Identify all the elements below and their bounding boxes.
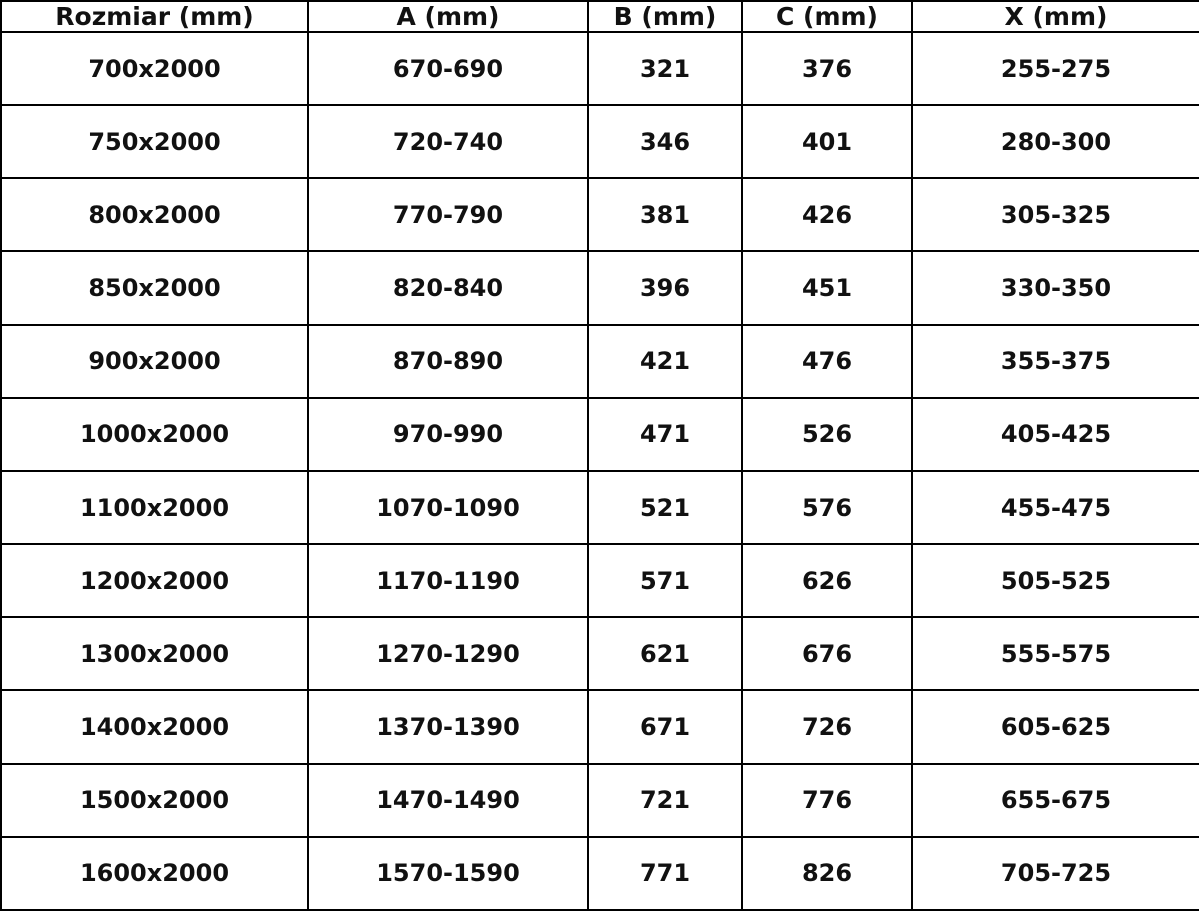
table-header-row — [1, 1, 1199, 32]
column-header-c: C (mm) — [742, 1, 912, 32]
cell-a: 870-890 — [308, 325, 588, 398]
cell-size: 700x2000 — [1, 32, 308, 105]
cell-a: 720-740 — [308, 105, 588, 178]
column-header-a: A (mm) — [308, 1, 588, 32]
table-row — [1, 690, 1199, 763]
cell-c: 776 — [742, 764, 912, 837]
column-header-size: Rozmiar (mm) — [1, 1, 308, 32]
cell-b: 621 — [588, 617, 742, 690]
cell-c: 426 — [742, 178, 912, 251]
cell-x: 305-325 — [912, 178, 1199, 251]
cell-a: 1270-1290 — [308, 617, 588, 690]
cell-a: 670-690 — [308, 32, 588, 105]
cell-b: 381 — [588, 178, 742, 251]
cell-size: 750x2000 — [1, 105, 308, 178]
cell-size: 1300x2000 — [1, 617, 308, 690]
cell-x: 505-525 — [912, 544, 1199, 617]
table-row — [1, 325, 1199, 398]
cell-x: 705-725 — [912, 837, 1199, 910]
cell-x: 605-625 — [912, 690, 1199, 763]
cell-size: 1200x2000 — [1, 544, 308, 617]
cell-c: 576 — [742, 471, 912, 544]
cell-size: 1600x2000 — [1, 837, 308, 910]
table-row — [1, 544, 1199, 617]
cell-b: 346 — [588, 105, 742, 178]
cell-c: 626 — [742, 544, 912, 617]
table-row — [1, 837, 1199, 910]
cell-x: 455-475 — [912, 471, 1199, 544]
cell-c: 451 — [742, 251, 912, 324]
cell-c: 376 — [742, 32, 912, 105]
cell-a: 1570-1590 — [308, 837, 588, 910]
cell-b: 521 — [588, 471, 742, 544]
cell-c: 726 — [742, 690, 912, 763]
cell-a: 820-840 — [308, 251, 588, 324]
column-header-x: X (mm) — [912, 1, 1199, 32]
cell-b: 771 — [588, 837, 742, 910]
cell-a: 1470-1490 — [308, 764, 588, 837]
cell-b: 471 — [588, 398, 742, 471]
cell-c: 476 — [742, 325, 912, 398]
cell-size: 900x2000 — [1, 325, 308, 398]
cell-x: 405-425 — [912, 398, 1199, 471]
cell-c: 401 — [742, 105, 912, 178]
cell-a: 1170-1190 — [308, 544, 588, 617]
cell-x: 355-375 — [912, 325, 1199, 398]
cell-size: 1000x2000 — [1, 398, 308, 471]
cell-size: 800x2000 — [1, 178, 308, 251]
column-header-b: B (mm) — [588, 1, 742, 32]
cell-b: 671 — [588, 690, 742, 763]
table-row — [1, 251, 1199, 324]
table-row — [1, 178, 1199, 251]
cell-b: 321 — [588, 32, 742, 105]
table-row — [1, 617, 1199, 690]
cell-c: 826 — [742, 837, 912, 910]
cell-x: 555-575 — [912, 617, 1199, 690]
cell-b: 421 — [588, 325, 742, 398]
cell-size: 850x2000 — [1, 251, 308, 324]
cell-x: 280-300 — [912, 105, 1199, 178]
cell-a: 1370-1390 — [308, 690, 588, 763]
cell-b: 396 — [588, 251, 742, 324]
cell-x: 655-675 — [912, 764, 1199, 837]
cell-size: 1100x2000 — [1, 471, 308, 544]
table-row — [1, 105, 1199, 178]
cell-a: 970-990 — [308, 398, 588, 471]
table-row — [1, 398, 1199, 471]
cell-c: 676 — [742, 617, 912, 690]
cell-a: 1070-1090 — [308, 471, 588, 544]
table-row — [1, 471, 1199, 544]
cell-size: 1400x2000 — [1, 690, 308, 763]
table-row — [1, 32, 1199, 105]
cell-a: 770-790 — [308, 178, 588, 251]
cell-b: 721 — [588, 764, 742, 837]
cell-size: 1500x2000 — [1, 764, 308, 837]
table-row — [1, 764, 1199, 837]
cell-x: 330-350 — [912, 251, 1199, 324]
cell-x: 255-275 — [912, 32, 1199, 105]
cell-b: 571 — [588, 544, 742, 617]
cell-c: 526 — [742, 398, 912, 471]
